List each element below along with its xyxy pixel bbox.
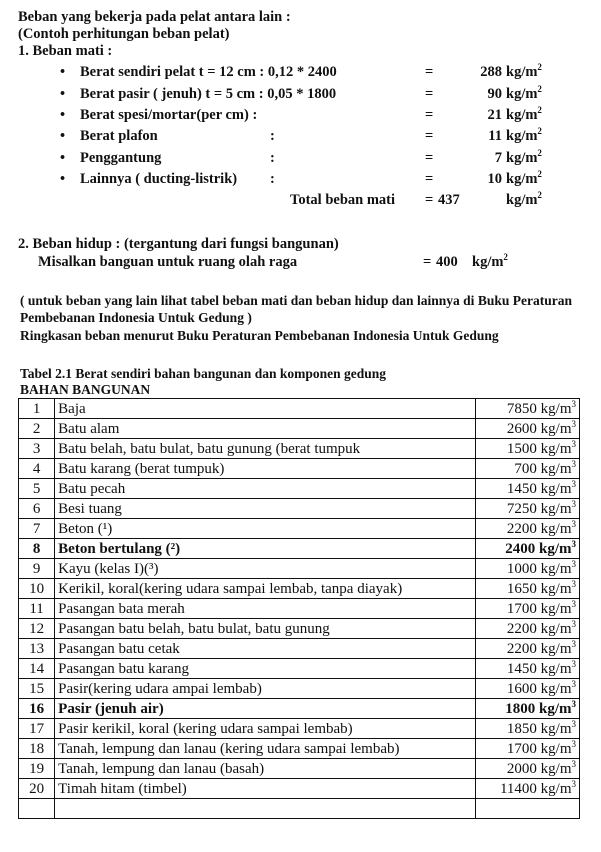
- material-weight: 1450 $kg/m^3$: [475, 659, 579, 679]
- material-weight: 2000 $kg/m^3$: [475, 759, 579, 779]
- material-weight: 1700 $kg/m^3$: [475, 739, 579, 759]
- row-number: 12: [19, 619, 55, 639]
- total-unit: $kg/m^2$: [506, 190, 542, 208]
- material-name: Beton bertulang (²): [55, 539, 475, 559]
- dead-load-item-name: Berat pasir ( jenuh) t = 5 cm : 0,05 * 1800: [80, 86, 337, 102]
- table-caption: Tabel 2.1 Berat sendiri bahan bangunan dan komponen gedung: [20, 366, 386, 381]
- material-weight: 2600 $kg/m^3$: [475, 419, 579, 439]
- dead-load-item-unit: $kg/m^2$: [506, 105, 542, 123]
- table-subtitle: BAHAN BANGUNAN: [20, 382, 151, 397]
- table-row: [19, 559, 580, 579]
- bullet-icon: •: [60, 107, 66, 123]
- dead-load-item-equals: =: [425, 107, 434, 123]
- table-row: [19, 459, 580, 479]
- table-row: [19, 679, 580, 699]
- material-weight: 1650 $kg/m^3$: [475, 579, 579, 599]
- dead-load-item-unit: $kg/m^2$: [506, 84, 542, 102]
- dead-load-item-colon: :: [270, 171, 275, 187]
- material-weight: 1700 $kg/m^3$: [475, 599, 579, 619]
- live-load-value: 400: [436, 254, 458, 270]
- row-number: 11: [19, 599, 55, 619]
- dead-load-item-value: 288: [480, 64, 502, 80]
- table-row: [19, 399, 580, 419]
- table-row: [19, 779, 580, 799]
- material-name: Pasangan batu cetak: [55, 639, 475, 659]
- material-weight: 2200 $kg/m^3$: [475, 519, 579, 539]
- material-name: Besi tuang: [55, 499, 475, 519]
- material-name: Pasir (jenuh air): [55, 699, 475, 719]
- row-number: 6: [19, 499, 55, 519]
- row-number: 9: [19, 559, 55, 579]
- table-row: [19, 719, 580, 739]
- bullet-icon: •: [60, 150, 66, 166]
- material-weight: 7850 $kg/m^3$: [475, 399, 579, 419]
- material-weight: 1850 $kg/m^3$: [475, 719, 579, 739]
- material-weight: 2200 $kg/m^3$: [475, 639, 579, 659]
- intro-line-2: (Contoh perhitungan beban pelat): [18, 26, 230, 42]
- table-row: [19, 479, 580, 499]
- material-name: Batu pecah: [55, 479, 475, 499]
- row-number: 19: [19, 759, 55, 779]
- material-name: Kayu (kelas I)(³): [55, 559, 475, 579]
- empty-cell: [475, 799, 579, 819]
- table-row: [19, 519, 580, 539]
- dead-load-item-value: 90: [487, 86, 502, 102]
- material-name: Pasangan batu karang: [55, 659, 475, 679]
- row-number: 3: [19, 439, 55, 459]
- material-name: Baja: [55, 399, 475, 419]
- row-number: 18: [19, 739, 55, 759]
- dead-load-item-colon: :: [270, 150, 275, 166]
- total-label: Total beban mati: [290, 192, 396, 208]
- material-name: Kerikil, koral(kering udara sampai lembab, tanpa diayak): [55, 579, 475, 599]
- table-row: [19, 639, 580, 659]
- dead-load-item-colon: :: [270, 128, 275, 144]
- dead-load-item-equals: =: [425, 64, 434, 80]
- dead-load-item-unit: $kg/m^2$: [506, 169, 542, 187]
- material-name: Timah hitam (timbel): [55, 779, 475, 799]
- dead-load-item-name: Berat plafon: [80, 128, 158, 144]
- material-name: Batu alam: [55, 419, 475, 439]
- dead-load-item-name: Berat spesi/mortar(per cm) :: [80, 107, 258, 123]
- row-number: 2: [19, 419, 55, 439]
- live-load-example: Misalkan banguan untuk ruang olah raga: [38, 254, 298, 270]
- empty-cell: [19, 799, 55, 819]
- dead-load-item-unit: $kg/m^2$: [506, 148, 542, 166]
- material-weight: 1000 $kg/m^3$: [475, 559, 579, 579]
- material-weight: 11400 $kg/m^3$: [475, 779, 579, 799]
- intro-line-1: Beban yang bekerja pada pelat antara lain :: [18, 9, 291, 25]
- dead-load-item-name: Penggantung: [80, 150, 162, 166]
- row-number: 7: [19, 519, 55, 539]
- material-name: Pasir kerikil, koral (kering udara sampai lembab): [55, 719, 475, 739]
- row-number: 10: [19, 579, 55, 599]
- dead-load-heading: 1. Beban mati :: [18, 43, 113, 59]
- row-number: 15: [19, 679, 55, 699]
- dead-load-item-equals: =: [425, 128, 434, 144]
- material-name: Pasir(kering udara ampai lembab): [55, 679, 475, 699]
- row-number: 5: [19, 479, 55, 499]
- material-weight: 1600 $kg/m^3$: [475, 679, 579, 699]
- dead-load-item-value: 11: [488, 128, 502, 144]
- material-name: Tanah, lempung dan lanau (basah): [55, 759, 475, 779]
- table-row: [19, 539, 580, 559]
- material-weight: 7250 $kg/m^3$: [475, 499, 579, 519]
- material-weight: 1800 $kg/m^3$: [475, 699, 579, 719]
- row-number: 8: [19, 539, 55, 559]
- material-name: Batu belah, batu bulat, batu gunung (berat tumpuk: [55, 439, 475, 459]
- summary-paragraph: Ringkasan beban menurut Buku Peraturan Pembebanan Indonesia Untuk Gedung: [20, 328, 499, 343]
- dead-load-item-name: Lainnya ( ducting-listrik): [80, 171, 238, 187]
- live-load-heading: 2. Beban hidup : (tergantung dari fungsi bangunan): [18, 236, 339, 252]
- dead-load-item-equals: =: [425, 86, 434, 102]
- dead-load-item-equals: =: [425, 150, 434, 166]
- table-row: [19, 699, 580, 719]
- note-paragraph: ( untuk beban yang lain lihat tabel beban mati dan beban hidup dan lainnya di Buku Peraturan Pembebanan Indonesia Untuk Gedung ): [20, 293, 572, 325]
- material-weight: 1450 $kg/m^3$: [475, 479, 579, 499]
- material-weight: 2400 $kg/m^3$: [475, 539, 579, 559]
- dead-load-item-unit: $kg/m^2$: [506, 62, 542, 80]
- material-weight: 700 $kg/m^3$: [475, 459, 579, 479]
- table-row-empty: [19, 799, 580, 819]
- row-number: 4: [19, 459, 55, 479]
- row-number: 17: [19, 719, 55, 739]
- table-row: [19, 739, 580, 759]
- table-row: [19, 619, 580, 639]
- material-weight: 1500 $kg/m^3$: [475, 439, 579, 459]
- bullet-icon: •: [60, 128, 66, 144]
- dead-load-item-value: 21: [487, 107, 502, 123]
- dead-load-item-name: Berat sendiri pelat t = 12 cm : 0,12 * 2400: [80, 64, 337, 80]
- dead-load-item-equals: =: [425, 171, 434, 187]
- material-weight-table: [18, 398, 580, 819]
- dead-load-item-unit: $kg/m^2$: [506, 126, 542, 144]
- total-equals: =: [425, 192, 434, 208]
- row-number: 16: [19, 699, 55, 719]
- row-number: 1: [19, 399, 55, 419]
- material-name: Pasangan batu belah, batu bulat, batu gunung: [55, 619, 475, 639]
- material-name: Tanah, lempung dan lanau (kering udara sampai lembab): [55, 739, 475, 759]
- table-row: [19, 439, 580, 459]
- row-number: 13: [19, 639, 55, 659]
- live-load-unit: $kg/m^2$: [472, 252, 508, 270]
- live-load-equals: =: [423, 254, 432, 270]
- row-number: 14: [19, 659, 55, 679]
- table-row: [19, 419, 580, 439]
- table-row: [19, 499, 580, 519]
- empty-cell: [55, 799, 475, 819]
- dead-load-item-value: 7: [494, 150, 502, 166]
- row-number: 20: [19, 779, 55, 799]
- total-value-text: 437: [438, 192, 460, 208]
- dead-load-item-value: 10: [487, 171, 502, 187]
- material-name: Batu karang (berat tumpuk): [55, 459, 475, 479]
- table-row: [19, 599, 580, 619]
- material-name: Pasangan bata merah: [55, 599, 475, 619]
- material-weight: 2200 $kg/m^3$: [475, 619, 579, 639]
- table-row: [19, 659, 580, 679]
- bullet-icon: •: [60, 171, 66, 187]
- table-row: [19, 759, 580, 779]
- table-row: [19, 579, 580, 599]
- material-name: Beton (¹): [55, 519, 475, 539]
- bullet-icon: •: [60, 64, 66, 80]
- bullet-icon: •: [60, 86, 66, 102]
